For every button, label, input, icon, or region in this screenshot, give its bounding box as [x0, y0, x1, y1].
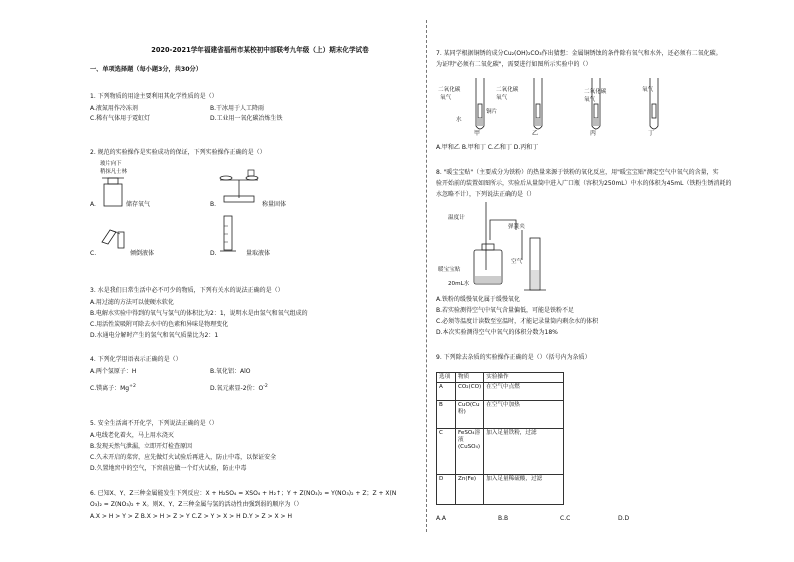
page-title: 2020-2021学年福建省福州市某校初中部联考九年级（上）期末化学试卷 [151, 46, 369, 54]
q7-tube-label-1: 甲 [474, 130, 481, 137]
q9-option-c: C.C [560, 515, 571, 522]
pouring-figure [98, 222, 130, 250]
q4-option-d: D.氧元素显-2价：$O^{-2}$ [210, 384, 268, 392]
table-cell: FeSO₄溶液(CuSO₄) [456, 429, 484, 475]
q7-tube2-gas2: 氧气 [496, 95, 508, 101]
q7-copper-label: 铜片 [486, 109, 498, 115]
q8-stem-2: 验开始前的装置如图所示，实验后从量筒中进入广口瓶（容积为250mL）中水的体积为45mL（铁粉生锈消耗的 [436, 180, 732, 187]
q1-option-b: B.干冰用于人工降雨 [210, 105, 265, 112]
q8-option-d: D.本次实验测得空气中氧气的体积分数为18% [436, 329, 558, 336]
q2-option-d-label: 量取液体 [246, 250, 271, 257]
q9-option-b: B.B [498, 515, 509, 522]
table-row [437, 401, 564, 429]
q4-option-c: C.镁离子：$Mg^{+2}$ [90, 384, 136, 392]
q8-stem: 8. "暖宝宝贴"（主要成分为铁粉）的热量来源于铁粉的氧化反应，用"暖宝宝贴"测定空气中氧气的含量，实 [436, 169, 719, 176]
table-cell: Zn(Fe) [456, 475, 484, 505]
q3-option-d: D.水通电分解时产生的氢气和氧气质量比为2：1 [90, 332, 219, 339]
q2-option-d: D. [210, 250, 217, 257]
q7-tube4-gas: 氧气 [642, 87, 654, 93]
q7-stem-2: 为证明"必须有二氧化碳"，需要进行如图所示实验中的（） [436, 61, 592, 68]
q1-option-a: A.液氮用作冷冻剂 [90, 105, 138, 112]
q5-option-a: A.电线老化着火，马上用水浇灭 [90, 432, 174, 439]
table-cell: B [437, 401, 456, 429]
q2-option-a-label: 储存氧气 [126, 201, 151, 208]
q2-option-b: B. [210, 201, 217, 208]
q8-option-c: C.必须等温度计读数至室温时，才能记录量筒内剩余水的体积 [436, 318, 599, 325]
q2-option-c: C. [90, 250, 97, 257]
q8-option-b: B.若实验测得空气中氧气含量偏低，可能是铁粉不足 [436, 307, 575, 314]
q7-tube-label-3: 丙 [590, 130, 597, 137]
table-cell: 加入足量铁粉，过滤 [484, 429, 564, 475]
table-cell: CuO(Cu粉) [456, 401, 484, 429]
q7-tube3-gas2: 氧气 [584, 97, 596, 103]
q6-stem: 6. 已知X、Y、Z三种金属能发生下列反应：X + H₂SO₄ = XSO₄ + H₂↑；Y + Z(NO₃)₂ = Y(NO₃)₂ + Z；Z + X(N [90, 490, 397, 497]
table-cell: D [437, 475, 456, 505]
q7-tube3-gas1: 二氧化碳 [584, 89, 607, 95]
q4-option-a: A.两个氢原子：H [90, 368, 137, 375]
table-row [437, 475, 564, 505]
table-header: 选项 [437, 373, 456, 383]
q8-stem-3: 水忽略不计），下列说法正确的是（） [436, 191, 536, 198]
table-row [437, 383, 564, 401]
q7-tube1-gas2: 氧气 [440, 95, 452, 101]
q1-option-c: C.稀有气体用于霓虹灯 [90, 115, 151, 122]
q4-stem: 4. 下列化学用语表示正确的是（） [90, 356, 182, 363]
table-header: 实验操作 [484, 373, 564, 383]
q9-stem: 9. 下列除去杂质的实验操作正确的是（）（括号内为杂质） [436, 354, 591, 361]
q2-fig-label-2: 稍抹凡士林 [100, 169, 127, 175]
q9-table [436, 372, 564, 505]
q8-thermometer-label: 温度计 [448, 215, 465, 221]
q4-option-b: B.氧化铝：AlO [210, 368, 251, 375]
q7-tube2-gas1: 二氧化碳 [496, 87, 519, 93]
q7-stem: 7. 某同学根据铜锈的成分Cu₂(OH)₂CO₃作出猜想：金属铜锈蚀的条件除有氧气和水外，还必须有二氧化碳。 [436, 50, 722, 57]
q8-pad-label: 暖宝宝贴 [438, 267, 461, 273]
section-heading: 一、单项选择题（每小题3分，共30分） [90, 66, 202, 73]
q2-stem: 2. 规范的实验操作是实验成功的保证，下列实验操作正确的是（） [90, 149, 266, 156]
q2-option-b-label: 称量固体 [262, 201, 287, 208]
q6-stem-2: O₃)₂ = Z(NO₃)₂ + X。则X、Y、Z三种金属与氢的活动性由强到弱的顺序为（） [90, 501, 303, 508]
column-divider [426, 20, 427, 532]
cylinder-figure [216, 214, 242, 254]
table-cell: C [437, 429, 456, 475]
table-cell: 在空气中加热 [484, 401, 564, 429]
q1-stem: 1. 下列物质的用途主要利用其化学性质的是（） [90, 93, 218, 100]
q8-option-a: A.铁粉的缓慢氧化属于缓慢氧化 [436, 296, 520, 303]
q3-option-a: A.用过滤的方法可以使硬水软化 [90, 299, 174, 306]
q7-tube-label-4: 丁 [648, 130, 655, 137]
q7-options: A.甲和乙 B.甲和丁 C.乙和丁 D.丙和丁 [436, 144, 539, 151]
table-row [437, 429, 564, 475]
q5-option-b: B.发现天然气泄漏，立即开灯检查原因 [90, 443, 193, 450]
table-cell: 在空气中点燃 [484, 383, 564, 401]
q3-stem: 3. 水是我们日常生活中必不可少的物质，下列有关水的说法正确的是（） [90, 287, 284, 294]
table-header: 物质 [456, 373, 484, 383]
q9-option-a: A.A [436, 515, 447, 522]
q5-stem: 5. 安全生活离不开化学，下列说法正确的是（） [90, 420, 218, 427]
q5-option-c: C.久未开启的菜窖，应先做灯火试验后再进入，防止中毒，以保证安全 [90, 454, 277, 461]
q2-fig-label: 玻片向下 [100, 161, 122, 167]
gas-bottle-figure [98, 176, 128, 208]
table-cell: 加入足量稀硫酸，过滤 [484, 475, 564, 505]
q3-option-b: B.电解水实验中得到的氧气与氢气的体积比为2：1，说明水是由氢气和氧气组成的 [90, 310, 308, 317]
test-tubes-figure [440, 74, 680, 136]
table-header-row [437, 373, 564, 383]
q6-options: A.X > H > Y > Z B.X > H > Z > Y C.Z > Y > X > H D.Y > Z > X > H [90, 513, 292, 520]
q9-option-d: D.D [618, 515, 630, 522]
q7-water-label: 水 [456, 117, 462, 123]
q7-tube1-gas1: 二氧化碳 [438, 87, 461, 93]
table-cell: A [437, 383, 456, 401]
q2-option-a: A. [90, 201, 96, 208]
q8-water-label: 20mL水 [448, 281, 470, 287]
q5-option-d: D.久置地窖中的空气，下窖前应做一个灯火试验，防止中毒 [90, 465, 247, 472]
q8-clamp-label: 弹簧夹 [508, 224, 525, 230]
table-cell: CO₂(CO) [456, 383, 484, 401]
q1-option-d: D.工业用一氧化碳冶炼生铁 [210, 115, 283, 122]
oxygen-apparatus-figure [470, 200, 560, 296]
q7-tube-label-2: 乙 [532, 130, 539, 137]
q3-option-c: C.用活性炭吸附可除去水中的色素和异味是物理变化 [90, 321, 229, 328]
balance-figure [216, 168, 262, 204]
q8-air-label: 空气 [511, 259, 523, 265]
q2-option-c-label: 倾倒液体 [130, 250, 155, 257]
